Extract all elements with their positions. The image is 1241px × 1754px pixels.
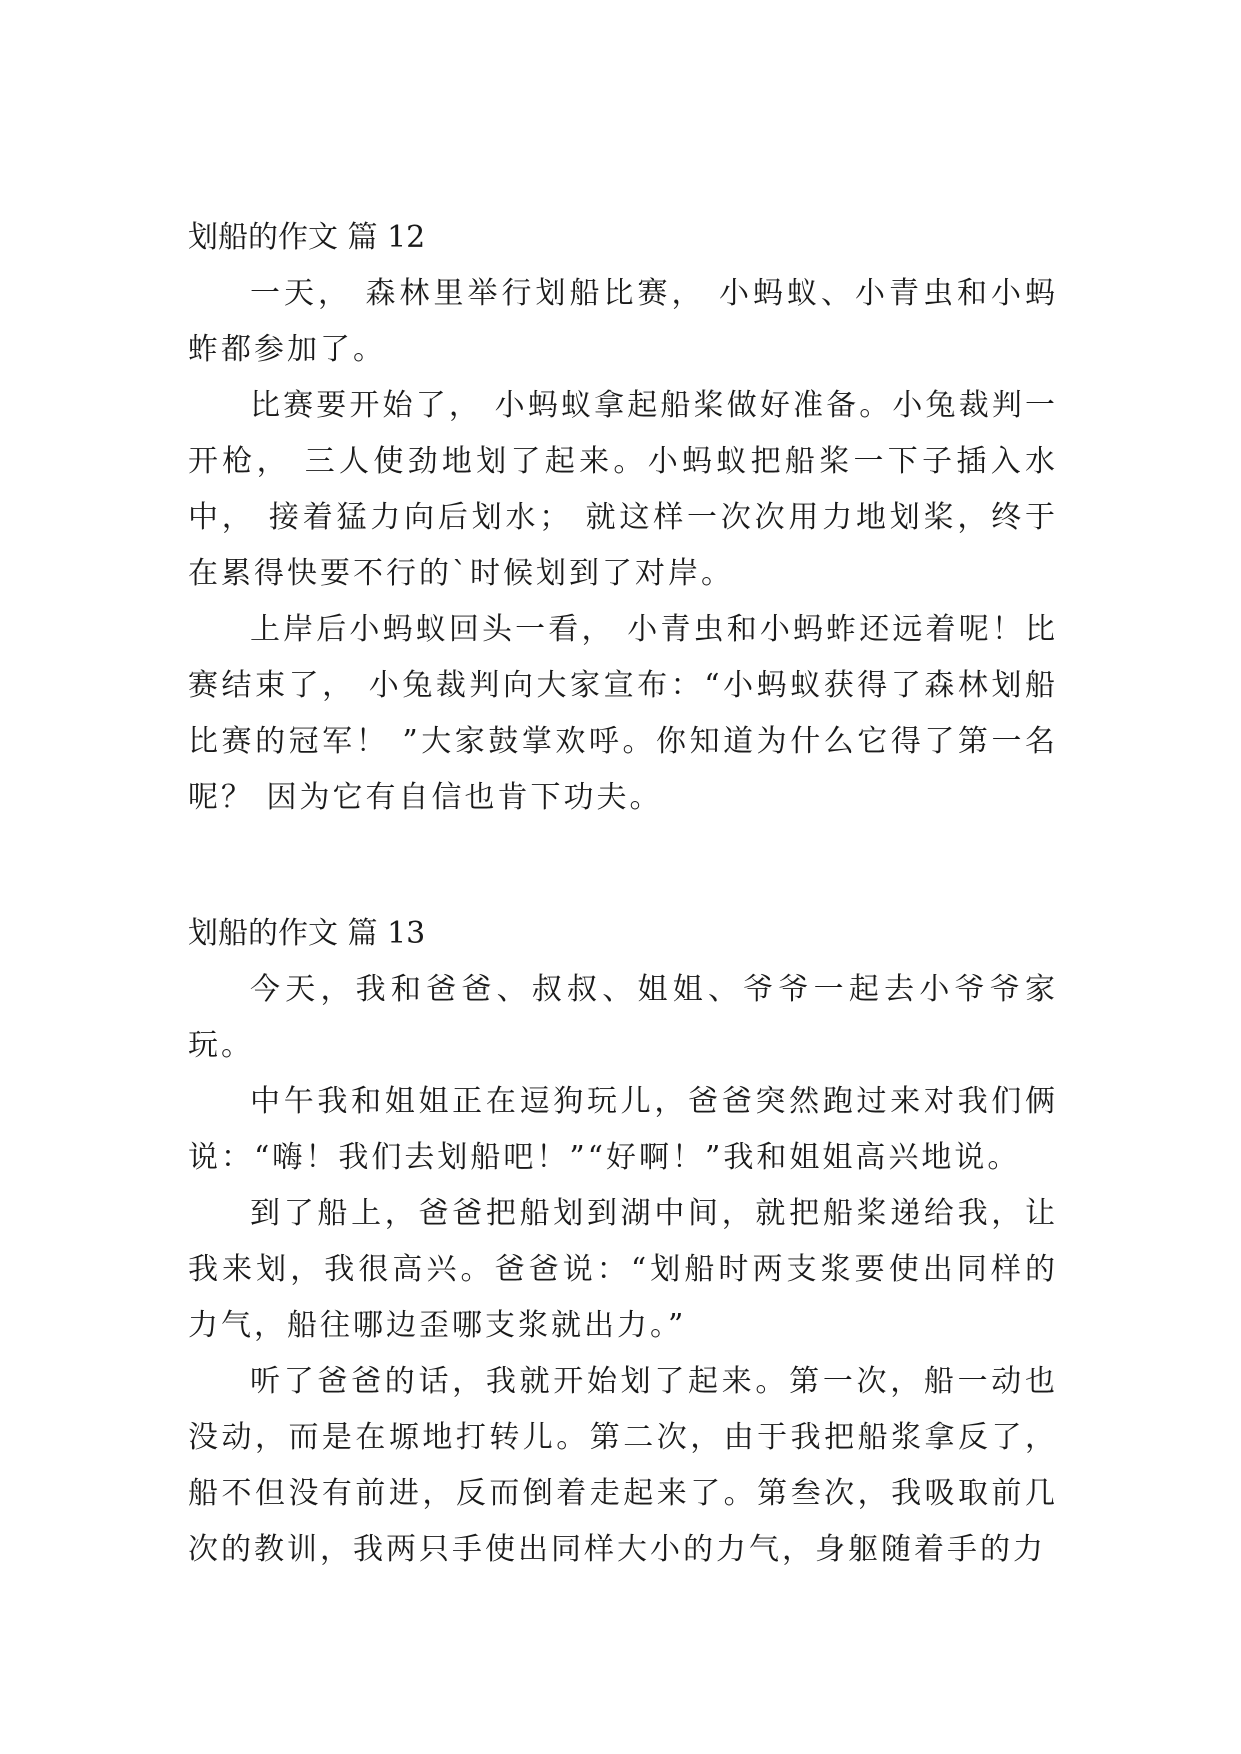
section-title: 划船的作文 篇 12 [188,220,426,255]
paragraph: 一天， 森林里举行划船比赛， 小蚂蚁、小青虫和小蚂蚱都参加了。 [188,276,1058,367]
paragraph: 到了船上，爸爸把船划到湖中间，就把船桨递给我，让我来划，我很高兴。爸爸说：“划船时两支浆要使出同样的力气，船往哪边歪哪支浆就出力。” [188,1196,1058,1343]
section-spacer [188,826,1058,906]
essay-section-13 [188,906,1058,1578]
paragraph: 听了爸爸的话，我就开始划了起来。第一次，船一动也没动，而是在塬地打转儿。第二次，由于我把船浆拿反了，船不但没有前进，反而倒着走起来了。第叁次，我吸取前几次的教训，我两只手使出同样大小的力气，身躯随着手的力 [188,1364,1058,1567]
paragraph: 上岸后小蚂蚁回头一看， 小青虫和小蚂蚱还远着呢！比赛结束了， 小兔裁判向大家宣布：“小蚂蚁获得了森林划船比赛的冠军！ ”大家鼓掌欢呼。你知道为什么它得了第一名呢？ 因为它有自信也肯下功夫。 [188,612,1058,815]
paragraph: 中午我和姐姐正在逗狗玩儿，爸爸突然跑过来对我们俩说：“嗨！我们去划船吧！”“好啊！”我和姐姐高兴地说。 [188,1084,1058,1175]
essay-section-12 [188,210,1058,826]
paragraph: 比赛要开始了， 小蚂蚁拿起船桨做好准备。小兔裁判一开枪， 三人使劲地划了起来。小蚂蚁把船桨一下子插入水中， 接着猛力向后划水； 就这样一次次用力地划桨，终于在累得快要不行的`时候划到了对岸。 [188,388,1058,591]
document-body [188,210,1058,1578]
section-title: 划船的作文 篇 13 [188,916,426,951]
paragraph: 今天，我和爸爸、叔叔、姐姐、爷爷一起去小爷爷家玩。 [188,972,1058,1063]
